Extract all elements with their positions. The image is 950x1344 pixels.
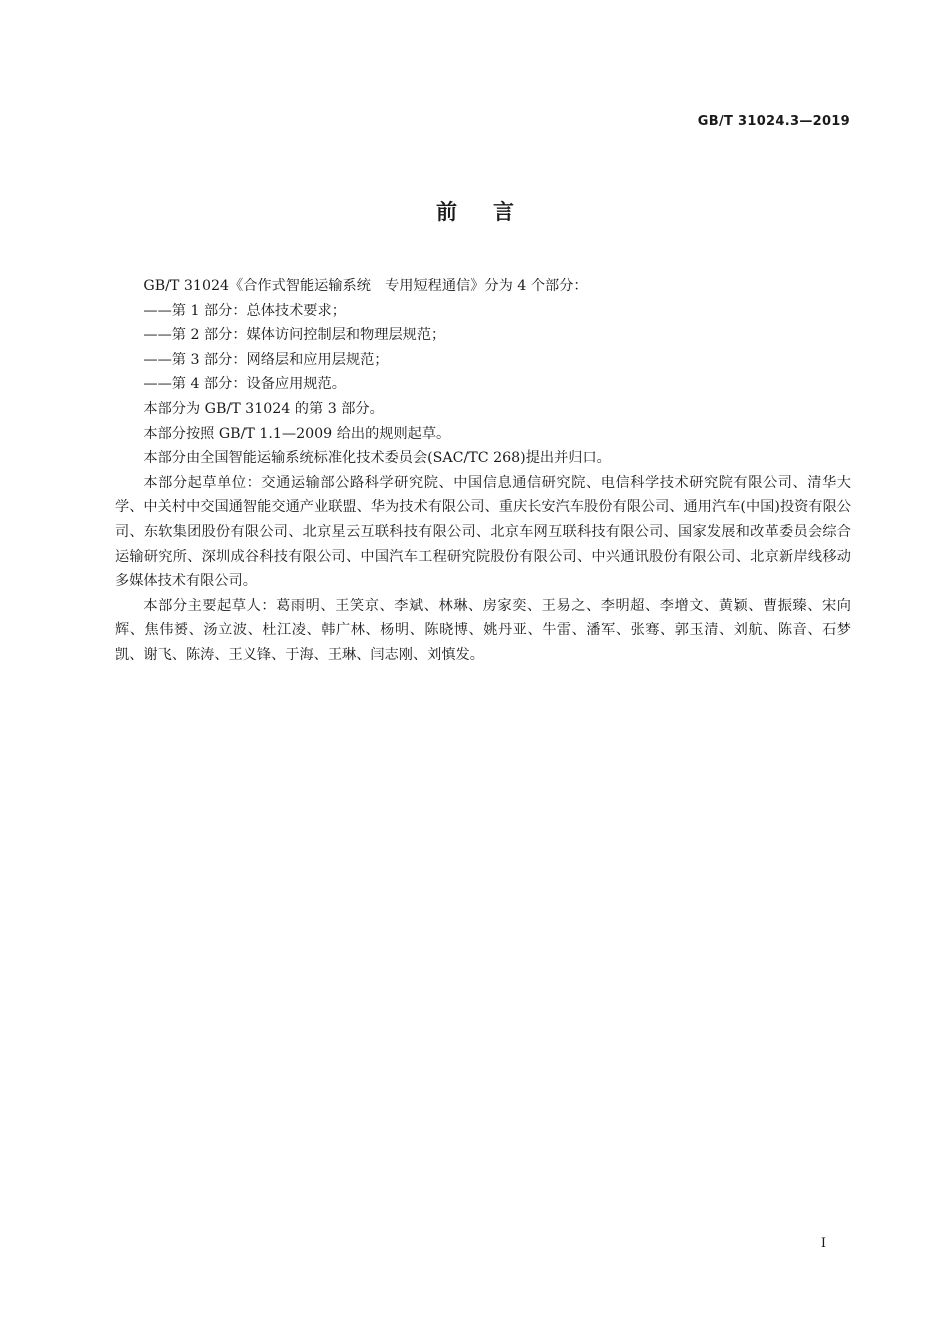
paragraph-drafters: 本部分主要起草人：葛雨明、王笑京、李斌、林琳、房家奕、王易之、李明超、李增文、黄颖、曹振臻、宋向辉、焦伟赟、汤立波、杜江凌、韩广林、杨明、陈晓博、姚丹亚、牛雷、潘军、张骞、郭玉清、刘航、陈音、石梦凯、谢飞、陈涛、王义锋、于海、王琳、闫志刚、刘慎发。: [115, 597, 851, 663]
list-item-part-2: ——第 2 部分：媒体访问控制层和物理层规范；: [143, 327, 446, 344]
foreword-body: [115, 274, 851, 668]
page-title: 前言: [436, 200, 550, 224]
paragraph-parts-intro: GB/T 31024《合作式智能运输系统 专用短程通信》分为 4 个部分：: [143, 278, 588, 294]
paragraph-this-part: 本部分为 GB/T 31024 的第 3 部分。: [143, 400, 384, 417]
list-item-part-4: ——第 4 部分：设备应用规范。: [143, 376, 346, 393]
paragraph-drafting-units: 本部分起草单位：交通运输部公路科学研究院、中国信息通信研究院、电信科学技术研究院有限公司、清华大学、中关村中交国通智能交通产业联盟、华为技术有限公司、重庆长安汽车股份有限公司、通用汽车(中国)投资有限公司、东软集团股份有限公司、北京星云互联科技有限公司、北京车网互联科技有限公司、国家发展和改革委员会综合运输研究所、深圳成谷科技有限公司、中国汽车工程研究院股份有限公司、中兴通讯股份有限公司、北京新岸线移动多媒体技术有限公司。: [115, 474, 851, 590]
standard-code: GB/T 31024.3—2019: [697, 114, 850, 129]
list-item-part-1: ——第 1 部分：总体技术要求；: [143, 302, 346, 319]
list-item-part-3: ——第 3 部分：网络层和应用层规范；: [143, 351, 389, 368]
paragraph-drafting-rules: 本部分按照 GB/T 1.1—2009 给出的规则起草。: [143, 425, 451, 442]
page-number: I: [820, 1236, 826, 1251]
paragraph-proposer: 本部分由全国智能运输系统标准化技术委员会(SAC/TC 268)提出并归口。: [143, 450, 611, 467]
